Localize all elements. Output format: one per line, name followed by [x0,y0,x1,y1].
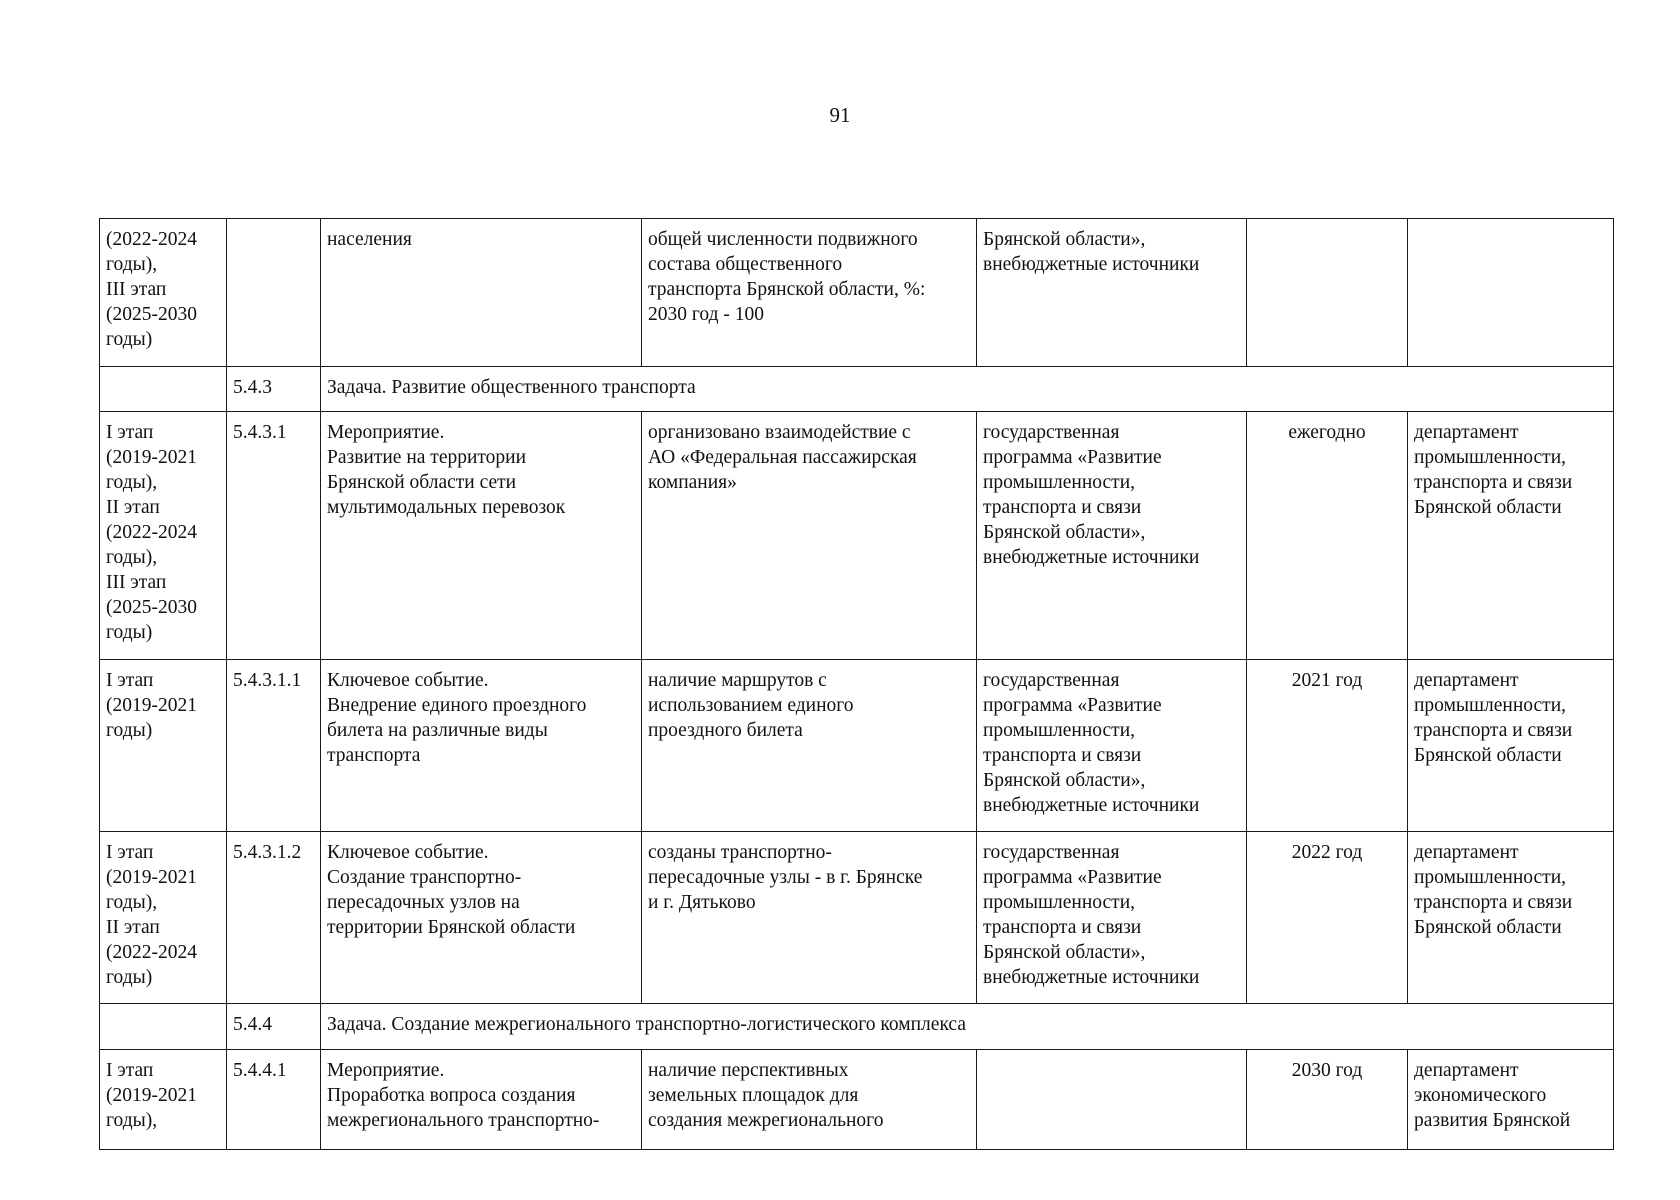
source-line: государственная [983,670,1120,691]
action-cell [321,660,642,832]
stage-cell [100,412,227,660]
section-code: 5.4.4 [227,1004,321,1050]
stage-line: I этап [106,842,154,863]
stage-line: III этап [106,279,167,300]
source-line: Брянской области», [983,770,1146,791]
stage-line: годы), [106,472,158,493]
responsible-line: Брянской области [1414,497,1562,518]
indicator-line: земельных площадок для [648,1085,859,1106]
action-line: территории Брянской области [327,917,576,938]
indicator-line: АО «Федеральная пассажирская [648,447,917,468]
indicator-line: общей численности подвижного [648,229,918,250]
action-cell [321,219,642,367]
responsible-line: экономического [1414,1085,1547,1106]
action-line: Брянской области сети [327,472,517,493]
indicator-cell [642,219,977,367]
action-line: мультимодальных перевозок [327,497,566,518]
stage-line: (2025-2030 [106,597,197,618]
stage-line: годы) [106,967,153,988]
action-line: Мероприятие. [327,1060,445,1081]
stage-line: годы), [106,892,158,913]
source-line: программа «Развитие [983,867,1162,888]
action-cell [321,1050,642,1150]
stage-line: годы), [106,1110,158,1131]
indicator-cell [642,832,977,1004]
source-line: промышленности, [983,892,1136,913]
source-line: внебюджетные источники [983,547,1200,568]
code-cell: 5.4.4.1 [227,1050,321,1150]
indicator-line: использованием единого [648,695,854,716]
table-row [100,219,1614,367]
source-line: промышленности, [983,472,1136,493]
responsible-line: департамент [1414,1060,1519,1081]
stage-line: годы) [106,622,153,643]
action-line: межрегионального транспортно- [327,1110,600,1131]
action-line: Развитие на территории [327,447,527,468]
source-cell [977,412,1247,660]
source-line: внебюджетные источники [983,254,1200,275]
indicator-line: 2030 год - 100 [648,304,764,325]
plan-table-body [100,219,1614,1150]
source-line: Брянской области», [983,522,1146,543]
source-cell [977,219,1247,367]
indicator-cell [642,412,977,660]
indicator-line: организовано взаимодействие с [648,422,911,443]
responsible-line: транспорта и связи [1414,472,1573,493]
source-line: государственная [983,842,1120,863]
stage-line: I этап [106,1060,154,1081]
source-cell [977,832,1247,1004]
indicator-line: проездного билета [648,720,803,741]
section-code: 5.4.3 [227,367,321,412]
source-cell [977,660,1247,832]
responsible-line: транспорта и связи [1414,720,1573,741]
table-row [100,660,1614,832]
source-line: Брянской области», [983,229,1146,250]
source-line: транспорта и связи [983,497,1142,518]
source-line: государственная [983,422,1120,443]
source-line: промышленности, [983,720,1136,741]
action-line: Создание транспортно- [327,867,522,888]
action-cell [321,412,642,660]
source-line: программа «Развитие [983,447,1162,468]
responsible-line: департамент [1414,670,1519,691]
stage-line: (2025-2030 [106,304,197,325]
code-cell: 5.4.3.1.2 [227,832,321,1004]
stage-line: (2022-2024 [106,942,197,963]
indicator-line: и г. Дятьково [648,892,756,913]
action-line: Ключевое событие. [327,842,489,863]
responsible-cell [1408,660,1614,832]
indicator-line: наличие перспективных [648,1060,849,1081]
action-line: Проработка вопроса создания [327,1085,576,1106]
responsible-line: транспорта и связи [1414,892,1573,913]
table-row [100,832,1614,1004]
action-line: билета на различные виды [327,720,548,741]
indicator-line: созданы транспортно- [648,842,832,863]
source-line: внебюджетные источники [983,967,1200,988]
section-title: Задача. Создание межрегионального транспортно-логистического комплекса [321,1004,1614,1050]
page-number: 91 [829,103,851,127]
indicator-cell [642,1050,977,1150]
stage-line: II этап [106,497,160,518]
term-cell [1247,219,1408,367]
responsible-cell [1408,832,1614,1004]
code-cell: 5.4.3.1.1 [227,660,321,832]
stage-cell [100,1050,227,1150]
stage-line: III этап [106,572,167,593]
stage-cell [100,660,227,832]
responsible-line: промышленности, [1414,695,1567,716]
responsible-line: промышленности, [1414,867,1567,888]
stage-line: (2019-2021 [106,695,197,716]
table-row [100,1050,1614,1150]
action-line: пересадочных узлов на [327,892,520,913]
responsible-line: Брянской области [1414,917,1562,938]
section-row [100,367,1614,412]
stage-cell [100,367,227,412]
responsible-line: промышленности, [1414,447,1567,468]
action-cell [321,832,642,1004]
responsible-cell [1408,219,1614,367]
plan-table [99,218,1614,1150]
stage-line: (2022-2024 [106,229,197,250]
source-line: внебюджетные источники [983,795,1200,816]
section-row [100,1004,1614,1050]
source-line: транспорта и связи [983,917,1142,938]
source-line: Брянской области», [983,942,1146,963]
stage-line: годы), [106,254,158,275]
source-cell [977,1050,1247,1150]
indicator-cell [642,660,977,832]
stage-cell [100,1004,227,1050]
stage-line: годы), [106,547,158,568]
term-cell: 2030 год [1247,1050,1408,1150]
responsible-line: департамент [1414,422,1519,443]
stage-line: годы) [106,329,153,350]
stage-line: годы) [106,720,153,741]
indicator-line: компания» [648,472,737,493]
stage-line: (2019-2021 [106,447,197,468]
action-line: Мероприятие. [327,422,445,443]
indicator-line: состава общественного [648,254,843,275]
indicator-line: пересадочные узлы - в г. Брянске [648,867,923,888]
action-line: транспорта [327,745,421,766]
stage-line: I этап [106,422,154,443]
table-row [100,412,1614,660]
indicator-line: транспорта Брянской области, %: [648,279,926,300]
action-line: населения [327,229,412,250]
stage-cell [100,219,227,367]
indicator-line: создания межрегионального [648,1110,884,1131]
term-cell: ежегодно [1247,412,1408,660]
responsible-line: Брянской области [1414,745,1562,766]
stage-line: (2022-2024 [106,522,197,543]
action-line: Ключевое событие. [327,670,489,691]
responsible-line: департамент [1414,842,1519,863]
stage-line: (2019-2021 [106,867,197,888]
source-line: программа «Развитие [983,695,1162,716]
section-title: Задача. Развитие общественного транспорта [321,367,1614,412]
stage-line: I этап [106,670,154,691]
code-cell: 5.4.3.1 [227,412,321,660]
indicator-line: наличие маршрутов с [648,670,827,691]
stage-line: II этап [106,917,160,938]
term-cell: 2022 год [1247,832,1408,1004]
stage-line: (2019-2021 [106,1085,197,1106]
action-line: Внедрение единого проездного [327,695,587,716]
responsible-cell [1408,412,1614,660]
source-line: транспорта и связи [983,745,1142,766]
stage-cell [100,832,227,1004]
responsible-line: развития Брянской [1414,1110,1571,1131]
responsible-cell [1408,1050,1614,1150]
code-cell [227,219,321,367]
term-cell: 2021 год [1247,660,1408,832]
